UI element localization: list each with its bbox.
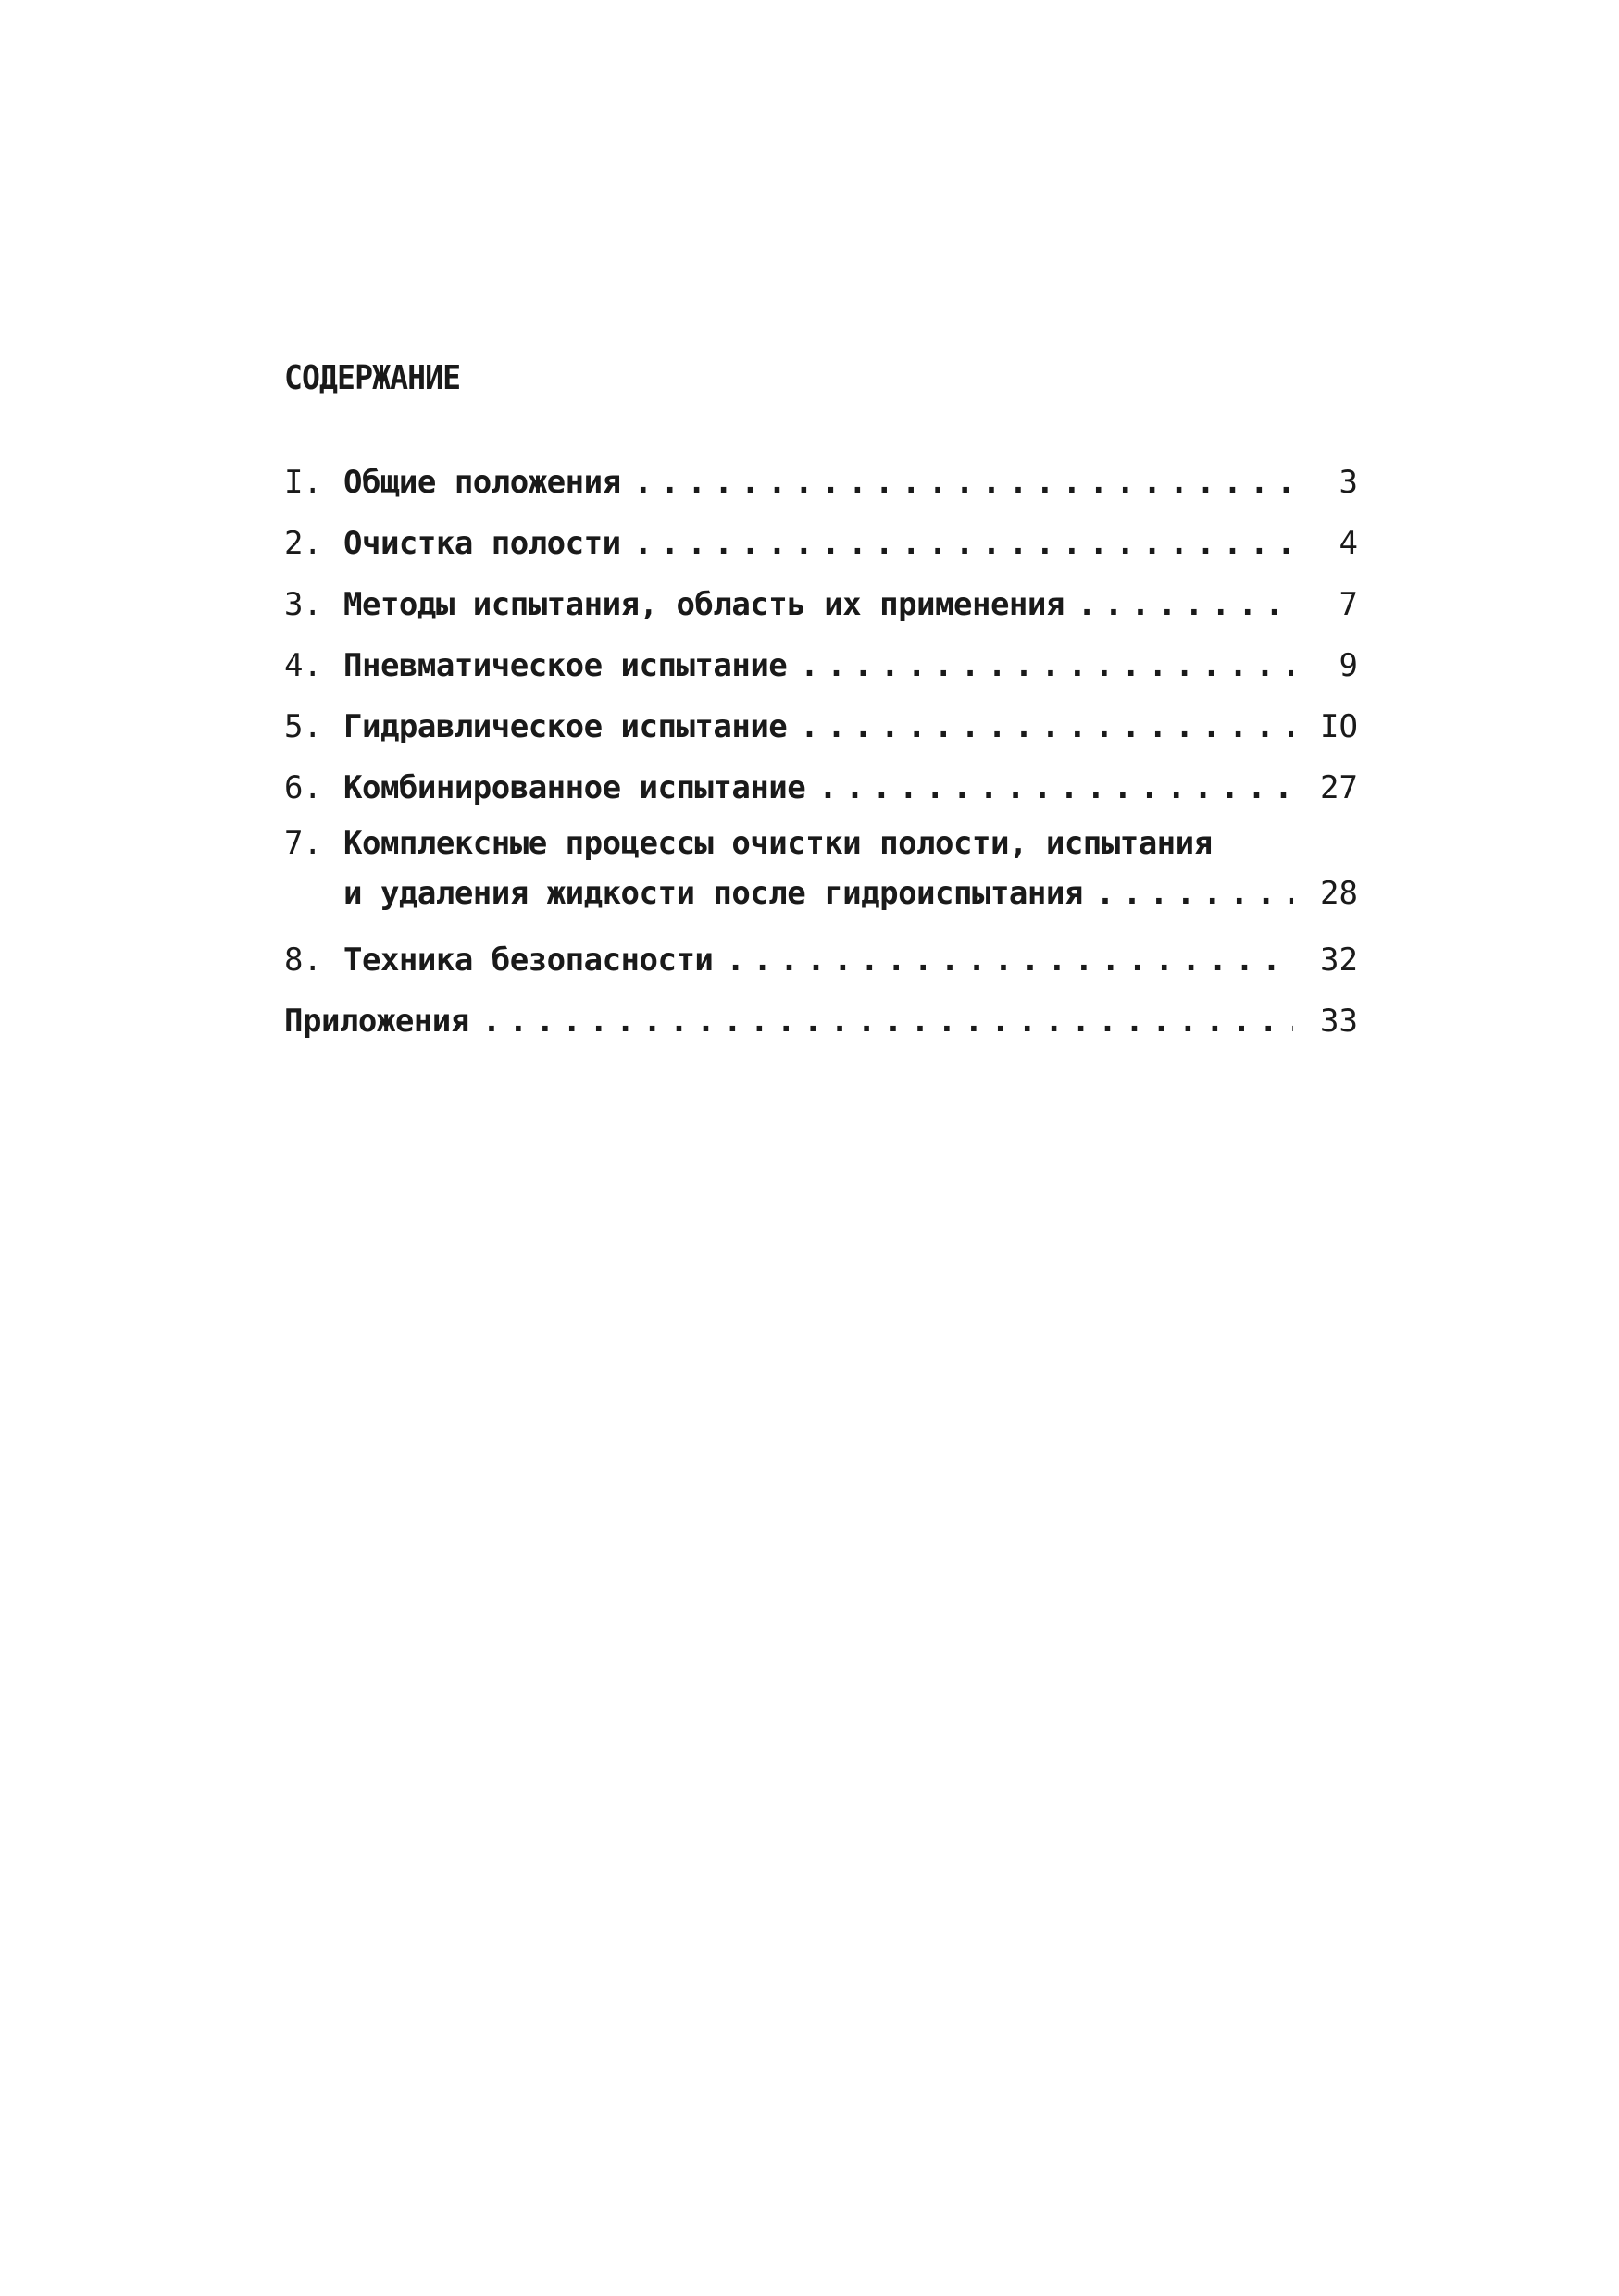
toc-entry-title-line1: Комплексные процессы очистки полости, испытания [343,825,1213,862]
toc-entry [284,696,1358,757]
toc-leader-dots [634,513,1293,574]
toc-entry [284,513,1358,574]
toc-entry-title: Техника безопасности [343,942,714,979]
toc-entry-page: 27 [1320,769,1358,806]
toc-entry-page: 28 [1320,875,1358,912]
toc-entry [284,991,1358,1052]
table-of-contents [284,452,1358,1052]
toc-entry-page: 3 [1339,464,1358,501]
toc-entry [284,930,1358,991]
toc-entry [284,635,1358,696]
toc-leader-dots [1096,868,1293,918]
toc-entry-title: Гидравлическое испытание [343,708,788,745]
toc-entry [284,757,1358,818]
toc-entry-number: 7. [284,825,322,862]
toc-leader-dots [800,696,1293,757]
toc-entry-page: 7 [1339,586,1358,623]
toc-entry-page: 4 [1339,525,1358,562]
toc-leader-dots [818,757,1293,818]
toc-entry-title: Очистка полости [343,525,621,562]
toc-entry-number: 2. [284,525,322,562]
page-title: СОДЕРЖАНИЕ [284,359,461,397]
toc-entry-title: Приложения [284,1003,469,1040]
toc-entry-page: 9 [1339,647,1358,684]
toc-entry-title: Пневматическое испытание [343,647,788,684]
toc-entry-number: I. [284,464,322,501]
toc-entry-title: Общие положения [343,464,621,501]
toc-leader-dots [726,930,1293,991]
toc-entry-number: 6. [284,769,322,806]
toc-entry-number: 4. [284,647,322,684]
toc-entry-page: 32 [1320,942,1358,979]
toc-entry-page: IO [1320,708,1358,745]
toc-entry-title: Комбинированное испытание [343,769,806,806]
toc-entry-number: 8. [284,942,322,979]
toc-entry-page: 33 [1320,1003,1358,1040]
toc-leader-dots [800,635,1293,696]
toc-leader-dots [634,452,1293,513]
toc-entry-number: 5. [284,708,322,745]
toc-entry [284,452,1358,513]
toc-entry-title: Методы испытания, область их применения [343,586,1065,623]
toc-entry [284,818,1358,930]
toc-entry-title-line2: и удаления жидкости после гидроиспытания [343,875,1083,912]
toc-leader-dots [1077,574,1293,635]
toc-leader-dots [482,991,1293,1052]
toc-entry-number: 3. [284,586,322,623]
toc-entry [284,574,1358,635]
